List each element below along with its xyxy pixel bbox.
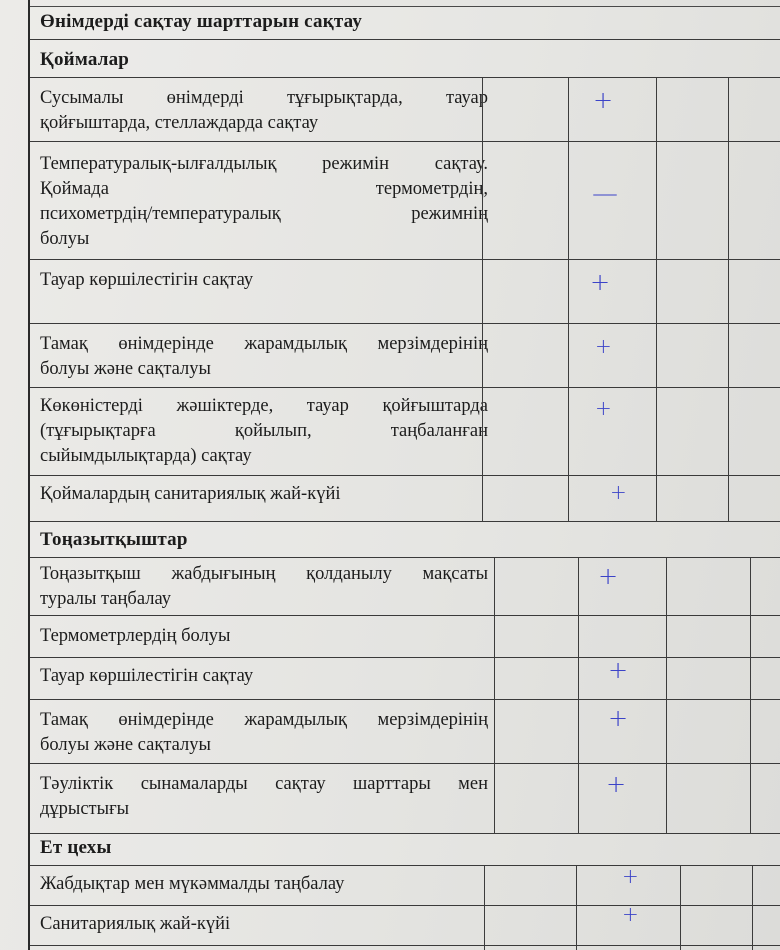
- text-line: сыйымдылықтарда) сақтау: [40, 446, 252, 466]
- text-line: Термометрлердің болуы: [40, 626, 231, 646]
- text-line: Тауар көршілестігін сақтау: [40, 666, 254, 686]
- check-mark: +: [595, 334, 612, 358]
- text-line: психометрдің/температуралық режимнің: [40, 204, 488, 224]
- text-line: болуы және сақталуы: [40, 359, 211, 379]
- column-rule: [568, 78, 569, 522]
- text-line: Тамақ өнімдерінде жарамдылық мерзімдерінің: [40, 334, 488, 354]
- column-rule: [752, 866, 753, 950]
- table-row: [30, 324, 780, 388]
- section-title-refrigerators: Тоңазытқыштар: [40, 529, 188, 550]
- requirement-text: [40, 772, 488, 822]
- requirement-text: [40, 562, 488, 612]
- requirement-text: [40, 86, 488, 136]
- text-line: Көкөністерді жәшіктерде, тауар қойғыштарда: [40, 396, 488, 416]
- check-mark: +: [590, 268, 611, 296]
- column-rule: [728, 78, 729, 522]
- section-row-meat-shop: [30, 834, 780, 866]
- table-row: [30, 142, 780, 260]
- text-line: туралы таңбалау: [40, 589, 171, 609]
- text-line: Қоймалардың санитариялық жай-күйі: [40, 484, 341, 504]
- text-line: Қоймада термометрдің,: [40, 179, 488, 199]
- text-line: Тәуліктік сынамаларды сақтау шарттары мен: [40, 774, 488, 794]
- text-line: болуы және сақталуы: [40, 735, 211, 755]
- requirement-text: [40, 912, 488, 937]
- column-rule: [666, 558, 667, 834]
- section-title-meat-shop: Ет цехы: [40, 837, 112, 858]
- requirement-text: [40, 268, 488, 293]
- inspection-table: [28, 0, 780, 950]
- requirement-text: [40, 624, 488, 649]
- requirement-text: [40, 152, 488, 252]
- requirement-text: [40, 482, 488, 507]
- text-line: Тоңазытқыш жабдығының қолданылу мақсаты: [40, 564, 488, 584]
- dash-mark: —: [592, 179, 618, 209]
- requirement-text: [40, 332, 488, 382]
- check-mark: +: [593, 86, 614, 114]
- check-mark: +: [610, 480, 627, 504]
- text-line: Температуралық-ылғалдылық режимін сақтау.: [40, 154, 488, 174]
- table-row: [30, 764, 780, 834]
- column-rule: [656, 78, 657, 522]
- requirement-text: [40, 394, 488, 469]
- column-rule: [494, 558, 495, 834]
- text-line: Тауар көршілестігін сақтау: [40, 270, 254, 290]
- section-row-storage: [30, 40, 780, 78]
- table-header-title: Өнімдерді сақтау шарттарын сақтау: [40, 11, 363, 32]
- check-mark: +: [606, 770, 627, 798]
- column-rule: [750, 558, 751, 834]
- table-row: [30, 658, 780, 700]
- table-row: [30, 78, 780, 142]
- section-row-refrigerators: [30, 522, 780, 558]
- table-row: [30, 476, 780, 522]
- text-line: болуы: [40, 229, 90, 249]
- check-mark: +: [595, 396, 612, 420]
- text-line: Сусымалы өнімдерді тұғырықтарда, тауар: [40, 88, 488, 108]
- check-mark: +: [608, 656, 629, 684]
- check-mark: +: [622, 902, 639, 926]
- column-rule: [578, 558, 579, 834]
- check-mark: +: [598, 562, 619, 590]
- text-line: дұрыстығы: [40, 799, 130, 819]
- table-row: [30, 700, 780, 764]
- requirement-text: [40, 664, 488, 689]
- text-line: Жабдықтар мен мүкәммалды таңбалау: [40, 874, 345, 894]
- column-rule: [484, 866, 485, 950]
- column-rule: [680, 866, 681, 950]
- table-row: [30, 388, 780, 476]
- table-row: [30, 866, 780, 906]
- table-row: [30, 558, 780, 616]
- requirement-text: [40, 708, 488, 758]
- check-mark: +: [622, 864, 639, 888]
- table-row: [30, 616, 780, 658]
- check-mark: +: [608, 704, 629, 732]
- column-rule: [482, 78, 483, 522]
- table-header-row: [30, 6, 780, 40]
- table-row: [30, 902, 780, 946]
- text-line: (тұғырықтарға қойылып, таңбаланған: [40, 421, 488, 441]
- text-line: Тамақ өнімдерінде жарамдылық мерзімдерінің: [40, 710, 488, 730]
- text-line: қойғыштарда, стеллаждарда сақтау: [40, 113, 319, 133]
- text-line: Санитариялық жай-күйі: [40, 914, 231, 934]
- section-title-storage: Қоймалар: [40, 49, 130, 70]
- column-rule: [576, 866, 577, 950]
- table-row: [30, 260, 780, 324]
- requirement-text: [40, 872, 488, 897]
